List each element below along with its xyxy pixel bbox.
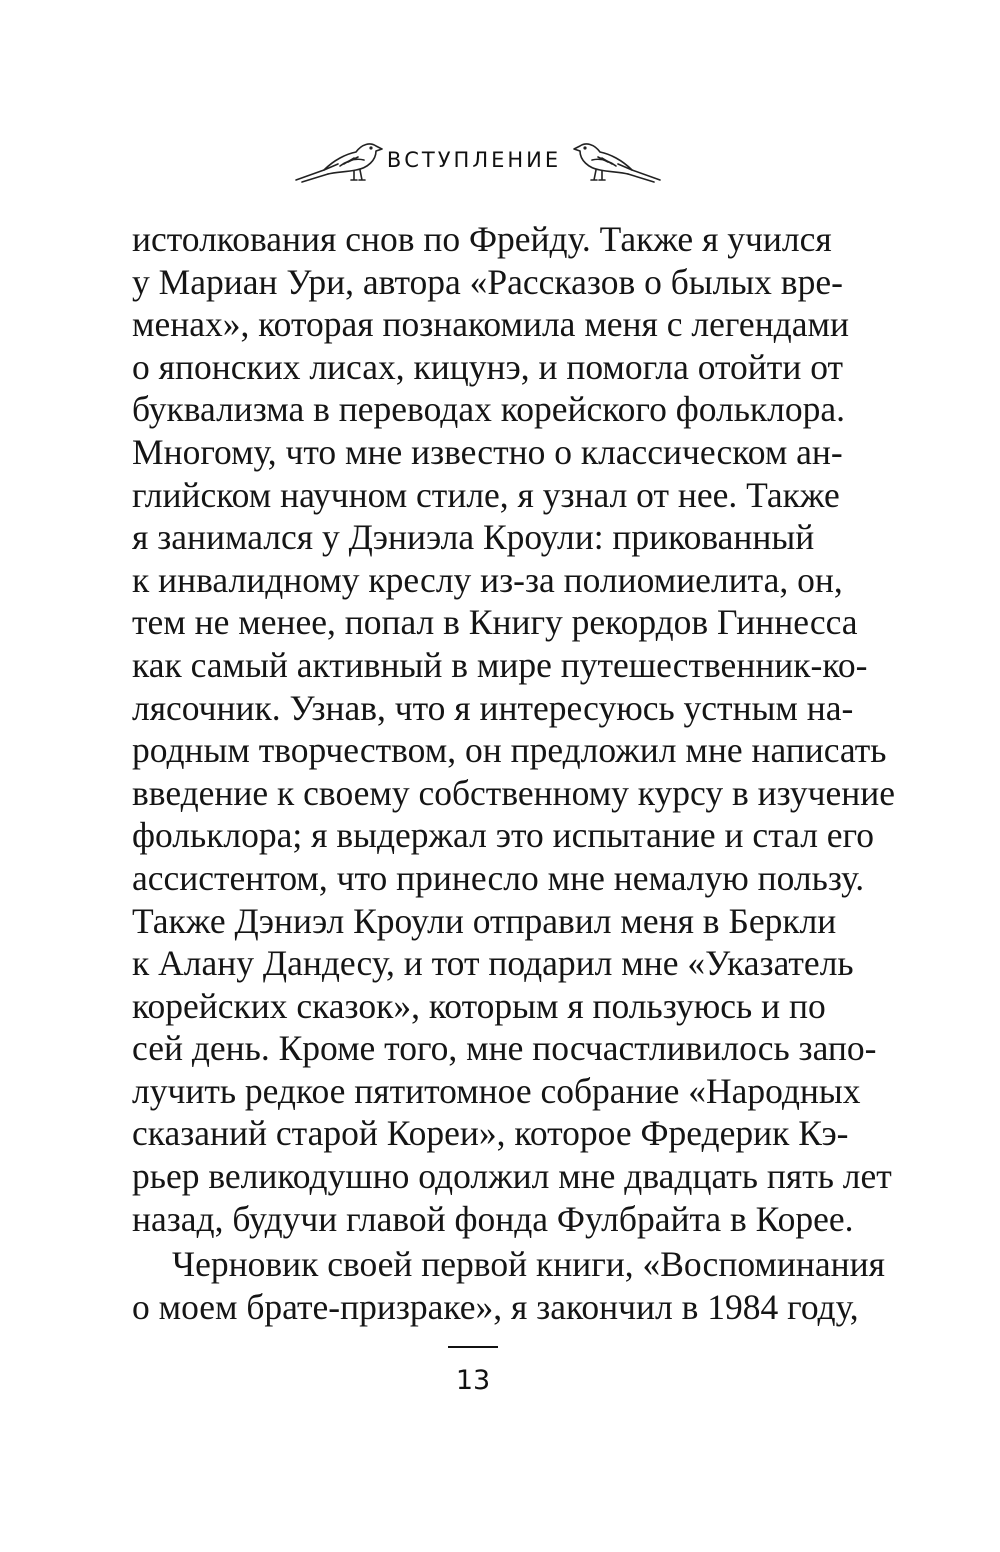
text-line: Многому, что мне известно о классическом ан- — [132, 431, 843, 472]
text-line: к Алану Дандесу, и тот подарил мне «Указатель — [132, 943, 854, 984]
text-line: лучить редкое пятитомное собрание «Народных — [132, 1070, 861, 1111]
text-line: родным творчеством, он предложил мне написать — [132, 730, 887, 771]
text-line: фольклора; я выдержал это испытание и стал его — [132, 815, 874, 856]
text-line: корейских сказок», которым я пользуюсь и по — [132, 985, 826, 1026]
running-header — [0, 130, 1000, 190]
text-line: у Мариан Ури, автора «Рассказов о былых вре- — [132, 261, 843, 302]
text-line: я занимался у Дэниэла Кроули: прикованный — [132, 517, 815, 558]
text-line: введение к своему собственному курсу в изучение — [132, 772, 895, 813]
text-line: о моем брате-призраке», я закончил в 1984 году, — [132, 1286, 859, 1327]
body-text — [132, 218, 895, 1328]
text-line: сказаний старой Кореи», которое Фредерик Кэ- — [132, 1113, 849, 1154]
paragraph — [132, 1243, 885, 1328]
chapter-title: ВСТУПЛЕНИЕ — [386, 148, 562, 172]
text-line: к инвалидному креслу из-за полиомиелита, он, — [132, 559, 843, 600]
text-line: о японских лисах, кицунэ, и помогла отойти от — [132, 346, 843, 387]
text-line: истолкования снов по Фрейду. Также я учился — [132, 219, 832, 259]
text-line: сей день. Кроме того, мне посчастливилось запо- — [132, 1028, 877, 1069]
text-line: тем не менее, попал в Книгу рекордов Гиннесса — [132, 602, 858, 643]
text-line: как самый активный в мире путешественник-ко- — [132, 644, 868, 685]
text-line: лясочник. Узнав, что я интересуюсь устным на- — [132, 687, 854, 728]
text-line: ассистентом, что принесло мне немалую пользу. — [132, 857, 865, 898]
text-line: глийском научном стиле, я узнал от нее. Также — [132, 474, 840, 515]
text-line: буквализма в переводах корейского фольклора. — [132, 389, 845, 430]
text-line: назад, будучи главой фонда Фулбрайта в Корее. — [132, 1198, 854, 1239]
text-line: менах», которая познакомила меня с легендами — [132, 304, 849, 345]
text-line: рьер великодушно одолжил мне двадцать пять лет — [132, 1156, 892, 1197]
bird-icon — [294, 130, 386, 186]
page-number: 13 — [455, 1365, 491, 1396]
text-line: Также Дэниэл Кроули отправил меня в Беркли — [132, 900, 837, 941]
text-line: Черновик своей первой книги, «Воспоминания — [172, 1244, 885, 1285]
bird-icon — [570, 130, 662, 186]
paragraph — [132, 218, 895, 1240]
footer-rule — [448, 1346, 498, 1348]
